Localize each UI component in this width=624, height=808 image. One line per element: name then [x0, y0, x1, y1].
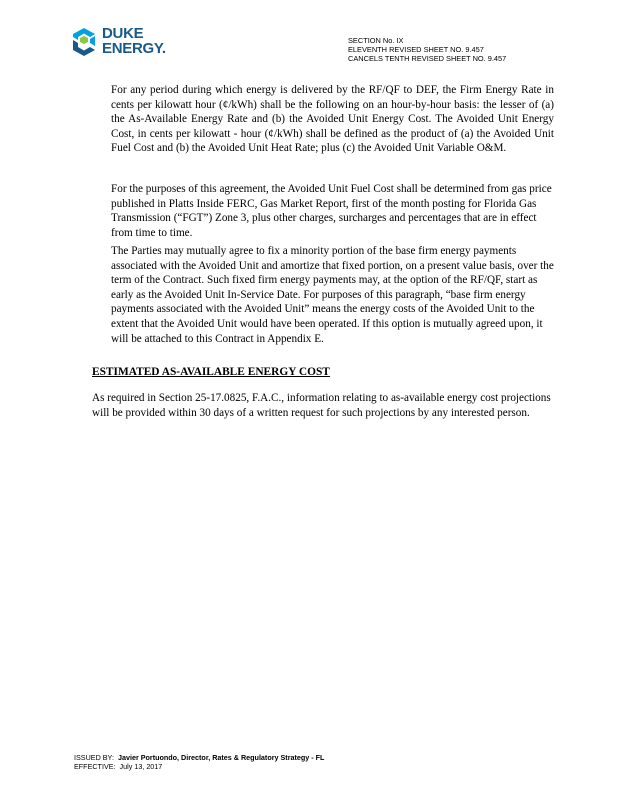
footer	[74, 753, 324, 771]
section-number: SECTION No. IX	[348, 36, 404, 45]
paragraph-firm-energy-rate: For any period during which energy is delivered by the RF/QF to DEF, the Firm Energy Rate in cents per kilowatt hour (¢/kWh) shall be the following on an hour-by-hour basis: the lesser of (a) the As-Available Energy Rate and (b) the Avoided Unit Energy Cost. The Avoided Unit Energy Cost, in cents per kilowatt - hour (¢/kWh) shall be defined as the product of (a) the Avoided Unit Fuel Cost and (b) the Avoided Unit Heat Rate; plus (c) the Avoided Unit Variable O&M.	[111, 84, 554, 155]
section-heading: ESTIMATED AS-AVAILABLE ENERGY COST	[92, 366, 330, 378]
issued-by-label: ISSUED BY:	[74, 753, 114, 762]
sheet-number: ELEVENTH REVISED SHEET NO. 9.457	[348, 45, 484, 54]
duke-energy-mark-icon	[68, 26, 100, 58]
section-header	[348, 36, 506, 63]
cancels-sheet: CANCELS TENTH REVISED SHEET NO. 9.457	[348, 54, 507, 63]
effective-label: EFFECTIVE:	[74, 762, 116, 771]
effective-date: July 13, 2017	[119, 762, 163, 771]
paragraph-as-available-projections: As required in Section 25-17.0825, F.A.C., information relating to as-available energy cost projections will be provided within 30 days of a written request for such projections by any interested person.	[92, 392, 551, 419]
issued-by-line	[74, 753, 324, 762]
issued-by-value: Javier Portuondo, Director, Rates & Regulatory Strategy - FL	[117, 753, 325, 762]
paragraph-fixed-firm-energy-payments: The Parties may mutually agree to fix a minority portion of the base firm energy payments associated with the Avoided Unit and amortize that fixed portion, on a present value basis, over the term of the Contract. Such fixed firm energy payments may, at the option of the RF/QF, start as early as the Avoided Unit In-Service Date. For purposes of this paragraph, “base firm energy payments associated with the Avoided Unit” means the energy costs of the Avoided Unit to the extent that the Avoided Unit would have been operated. If this option is mutually agreed upon, it will be attached to this Contract in Appendix E.	[111, 245, 554, 345]
logo-text-line2: ENERGY.	[102, 40, 166, 57]
duke-energy-logo	[68, 24, 188, 68]
effective-line	[74, 762, 324, 771]
paragraph-avoided-unit-fuel-cost: For the purposes of this agreement, the Avoided Unit Fuel Cost shall be determined from gas price published in Platts Inside FERC, Gas Market Report, first of the month posting for Florida Gas Transmission (“FGT”) Zone 3, plus other charges, surcharges and percentages that are in effect from time to time.	[111, 183, 552, 239]
logo-text-line1: DUKE	[102, 25, 144, 42]
